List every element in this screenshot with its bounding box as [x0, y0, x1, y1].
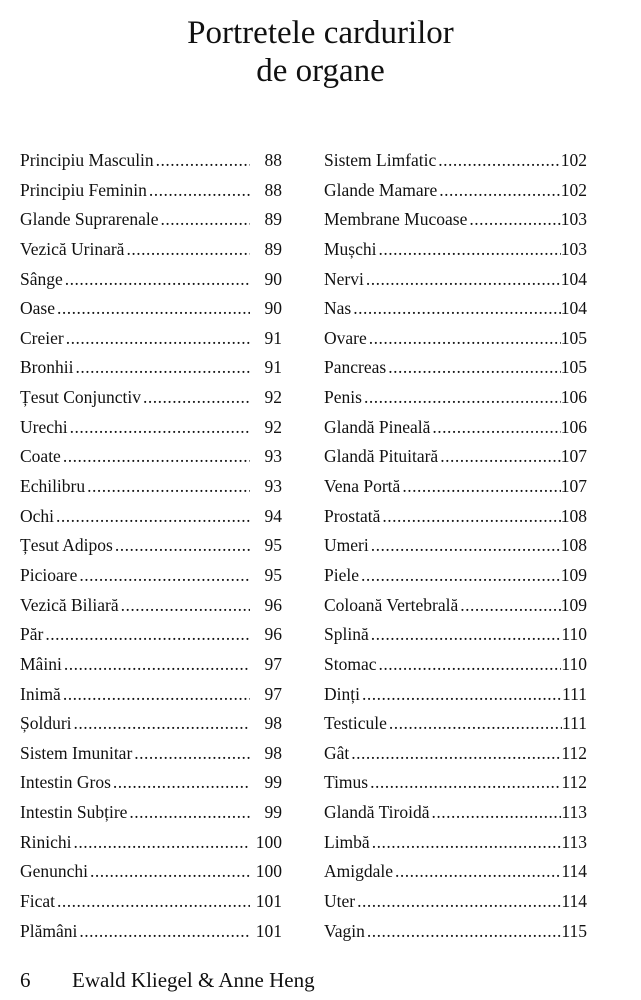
- toc-entry[interactable]: [20, 561, 282, 591]
- toc-entry-page-number: 89: [264, 209, 282, 230]
- dot-leader: [70, 413, 250, 443]
- toc-entry-page-number: 91: [264, 327, 282, 348]
- toc-entry[interactable]: [324, 561, 587, 591]
- toc-entry-label: Țesut Conjunctiv: [20, 387, 142, 408]
- toc-entry[interactable]: [20, 857, 282, 887]
- toc-entry[interactable]: [20, 887, 282, 917]
- toc-entry-label: Glandă Tiroidă: [324, 802, 430, 823]
- toc-entry-label: Ficat: [20, 891, 55, 912]
- toc-entry[interactable]: [324, 235, 587, 265]
- toc-entry-label: Intestin Gros: [20, 772, 111, 793]
- dot-leader: [79, 917, 250, 947]
- dot-leader: [439, 176, 561, 206]
- toc-entry-label: Vezică Biliară: [20, 594, 119, 615]
- toc-entry-label: Păr: [20, 624, 44, 645]
- toc-entry-page-number: 108: [560, 505, 587, 526]
- toc-entry-page-number: 93: [264, 446, 282, 467]
- toc-entry[interactable]: [324, 768, 587, 798]
- dot-leader: [364, 383, 561, 413]
- toc-entry-label: Splină: [324, 624, 369, 645]
- toc-entry[interactable]: [324, 591, 587, 621]
- dot-leader: [129, 798, 250, 828]
- toc-entry-label: Limbă: [324, 831, 370, 852]
- toc-entry-label: Urechi: [20, 416, 68, 437]
- toc-entry-label: Glandă Pituitară: [324, 446, 439, 467]
- toc-entry-page-number: 101: [255, 920, 282, 941]
- toc-entry-label: Picioare: [20, 564, 78, 585]
- toc-entry-page-number: 114: [561, 861, 587, 882]
- dot-leader: [382, 502, 560, 532]
- toc-entry[interactable]: [20, 176, 282, 206]
- toc-entry[interactable]: [20, 146, 282, 176]
- dot-leader: [353, 294, 561, 324]
- toc-entry[interactable]: [324, 917, 587, 947]
- page-title-line-2: de organe: [256, 53, 385, 89]
- toc-entry-page-number: 96: [264, 594, 282, 615]
- toc-entry-label: Timus: [324, 772, 369, 793]
- toc-entry-label: Gât: [324, 742, 350, 763]
- toc-entry-page-number: 109: [560, 564, 587, 585]
- toc-entry-label: Plămâni: [20, 920, 78, 941]
- toc-entry[interactable]: [324, 531, 587, 561]
- dot-leader: [370, 768, 561, 798]
- toc-entry[interactable]: [20, 650, 282, 680]
- toc-entry[interactable]: [20, 353, 282, 383]
- toc-entry-label: Glande Suprarenale: [20, 209, 159, 230]
- dot-leader: [74, 828, 250, 858]
- toc-entry[interactable]: [324, 413, 587, 443]
- dot-leader: [63, 442, 250, 472]
- dot-leader: [432, 798, 562, 828]
- toc-entry-label: Membrane Mucoase: [324, 209, 468, 230]
- toc-entry-label: Dinți: [324, 683, 360, 704]
- toc-entry[interactable]: [20, 680, 282, 710]
- toc-entry-page-number: 98: [264, 713, 282, 734]
- toc-entry-page-number: 105: [560, 357, 587, 378]
- dot-leader: [64, 650, 250, 680]
- toc-entry[interactable]: [20, 442, 282, 472]
- toc-entry-page-number: 113: [561, 802, 587, 823]
- toc-entry-page-number: 114: [561, 891, 587, 912]
- toc-entry-label: Ovare: [324, 327, 367, 348]
- toc-entry-page-number: 91: [264, 357, 282, 378]
- dot-leader: [351, 739, 561, 769]
- toc-entry-page-number: 105: [560, 327, 587, 348]
- toc-entry-page-number: 99: [264, 772, 282, 793]
- dot-leader: [361, 561, 561, 591]
- dot-leader: [75, 353, 250, 383]
- toc-entry-page-number: 99: [264, 802, 282, 823]
- dot-leader: [74, 709, 250, 739]
- dot-leader: [402, 472, 560, 502]
- toc-entry[interactable]: [20, 413, 282, 443]
- toc-entry-label: Sânge: [20, 268, 63, 289]
- toc-entry[interactable]: [324, 205, 587, 235]
- toc-entry[interactable]: [324, 353, 587, 383]
- dot-leader: [134, 739, 250, 769]
- toc-entry-page-number: 93: [264, 476, 282, 497]
- toc-entry-label: Amigdale: [324, 861, 394, 882]
- toc-entry-label: Șolduri: [20, 713, 72, 734]
- dot-leader: [357, 887, 561, 917]
- toc-entry-page-number: 88: [264, 179, 282, 200]
- toc-entry[interactable]: [20, 205, 282, 235]
- toc-entry-page-number: 96: [264, 624, 282, 645]
- toc-entry-label: Intestin Subțire: [20, 802, 128, 823]
- toc-entry[interactable]: [324, 294, 587, 324]
- toc-entry[interactable]: [324, 887, 587, 917]
- toc-left-column: [20, 146, 282, 946]
- dot-leader: [87, 472, 250, 502]
- toc-entry-label: Sistem Limfatic: [324, 150, 437, 170]
- toc-entry[interactable]: [20, 620, 282, 650]
- toc-entry[interactable]: [324, 620, 587, 650]
- toc-entry-page-number: 103: [560, 238, 587, 259]
- toc-entry[interactable]: [324, 146, 587, 176]
- toc-entry-label: Echilibru: [20, 476, 86, 497]
- dot-leader: [379, 650, 562, 680]
- toc-entry-label: Penis: [324, 387, 362, 408]
- toc-right-column: [324, 146, 587, 946]
- toc-entry-page-number: 89: [264, 238, 282, 259]
- dot-leader: [432, 413, 560, 443]
- dot-leader: [57, 887, 250, 917]
- toc-entry-page-number: 101: [255, 891, 282, 912]
- footer-authors: Ewald Kliegel & Anne Heng: [72, 968, 315, 992]
- toc-entry-page-number: 108: [560, 535, 587, 556]
- dot-leader: [45, 620, 250, 650]
- toc-entry-label: Prostată: [324, 505, 381, 526]
- dot-leader: [366, 265, 561, 295]
- toc-entry-label: Nas: [324, 298, 352, 319]
- toc-entry[interactable]: [20, 235, 282, 265]
- toc-entry-label: Rinichi: [20, 831, 72, 852]
- toc-entry[interactable]: [324, 324, 587, 354]
- toc-entry-page-number: 104: [560, 298, 587, 319]
- dot-leader: [389, 709, 562, 739]
- toc-entry-label: Creier: [20, 327, 64, 348]
- toc-entry-label: Genunchi: [20, 861, 89, 882]
- dot-leader: [113, 768, 250, 798]
- toc-entry[interactable]: [324, 739, 587, 769]
- toc-entry-label: Testicule: [324, 713, 387, 734]
- dot-leader: [63, 680, 250, 710]
- toc-entry-page-number: 111: [562, 713, 587, 734]
- dot-leader: [66, 324, 250, 354]
- dot-leader: [56, 502, 250, 532]
- dot-leader: [369, 324, 561, 354]
- dot-leader: [469, 205, 560, 235]
- toc-entry-page-number: 90: [264, 268, 282, 289]
- dot-leader: [362, 680, 562, 710]
- toc-entry-page-number: 95: [264, 535, 282, 556]
- toc-entry-page-number: 94: [264, 505, 282, 526]
- toc-entry[interactable]: [324, 442, 587, 472]
- toc-entry-label: Oase: [20, 298, 55, 319]
- toc-entry-page-number: 112: [561, 772, 587, 793]
- dot-leader: [367, 917, 562, 947]
- toc-entry-page-number: 109: [560, 594, 587, 615]
- dot-leader: [79, 561, 250, 591]
- toc-entry-page-number: 97: [264, 683, 282, 704]
- dot-leader: [371, 531, 561, 561]
- dot-leader: [65, 265, 250, 295]
- dot-leader: [90, 857, 250, 887]
- dot-leader: [126, 235, 250, 265]
- toc-entry-label: Coate: [20, 446, 61, 467]
- toc-entry[interactable]: [20, 739, 282, 769]
- toc-entry-label: Nervi: [324, 268, 364, 289]
- toc-entry[interactable]: [324, 176, 587, 206]
- toc-entry-page-number: 98: [264, 742, 282, 763]
- toc-entry-label: Mâini: [20, 653, 62, 674]
- dot-leader: [395, 857, 561, 887]
- dot-leader: [156, 146, 250, 176]
- dot-leader: [160, 205, 250, 235]
- toc-entry-page-number: 112: [561, 742, 587, 763]
- toc-entry[interactable]: [20, 502, 282, 532]
- toc-entry[interactable]: [20, 294, 282, 324]
- dot-leader: [57, 294, 250, 324]
- dot-leader: [388, 353, 561, 383]
- toc-entry[interactable]: [20, 531, 282, 561]
- toc-entry-page-number: 115: [561, 920, 587, 941]
- toc-entry-label: Coloană Vertebrală: [324, 594, 459, 615]
- toc-entry[interactable]: [324, 265, 587, 295]
- page-footer: [20, 966, 315, 994]
- toc-entry[interactable]: [324, 383, 587, 413]
- toc-entry[interactable]: [20, 709, 282, 739]
- toc-entry-label: Glandă Pineală: [324, 416, 431, 437]
- toc-entry-label: Principiu Masculin: [20, 150, 154, 170]
- toc-entry-label: Glande Mamare: [324, 179, 438, 200]
- toc-entry-page-number: 100: [255, 831, 282, 852]
- toc-entry-page-number: 106: [560, 387, 587, 408]
- dot-leader: [143, 383, 250, 413]
- toc-entry-page-number: 107: [560, 476, 587, 497]
- toc-entry-label: Țesut Adipos: [20, 535, 113, 556]
- toc-entry[interactable]: [324, 857, 587, 887]
- dot-leader: [460, 591, 560, 621]
- toc-entry-page-number: 90: [264, 298, 282, 319]
- toc-entry-label: Pancreas: [324, 357, 387, 378]
- toc-entry-label: Vezică Urinară: [20, 238, 125, 259]
- toc-entry-page-number: 113: [561, 831, 587, 852]
- toc-entry-page-number: 111: [562, 683, 587, 704]
- toc-entry-page-number: 97: [264, 653, 282, 674]
- toc-entry-page-number: 88: [264, 150, 282, 170]
- toc-entry-page-number: 107: [560, 446, 587, 467]
- toc-entry[interactable]: [20, 917, 282, 947]
- toc-entry-label: Stomac: [324, 653, 377, 674]
- toc-entry-page-number: 110: [561, 653, 587, 674]
- page-title: [0, 14, 641, 90]
- toc-entry-label: Uter: [324, 891, 356, 912]
- toc-entry-label: Ochi: [20, 505, 55, 526]
- toc-entry[interactable]: [20, 828, 282, 858]
- dot-leader: [438, 146, 560, 176]
- toc-entry[interactable]: [324, 709, 587, 739]
- toc-entry[interactable]: [20, 324, 282, 354]
- toc-entry[interactable]: [20, 768, 282, 798]
- toc-entry[interactable]: [324, 472, 587, 502]
- dot-leader: [371, 620, 562, 650]
- toc-entry-label: Vagin: [324, 920, 365, 941]
- toc-entry[interactable]: [324, 798, 587, 828]
- toc-entry-label: Piele: [324, 564, 359, 585]
- toc-entry-page-number: 103: [560, 209, 587, 230]
- toc-entry-label: Principiu Feminin: [20, 179, 147, 200]
- toc-entry[interactable]: [324, 650, 587, 680]
- page-title-line-1: Portretele cardurilor: [187, 15, 454, 51]
- toc-entry[interactable]: [20, 591, 282, 621]
- toc-entry[interactable]: [20, 265, 282, 295]
- toc-entry[interactable]: [20, 472, 282, 502]
- toc-entry-page-number: 92: [264, 416, 282, 437]
- toc-entry-page-number: 100: [255, 861, 282, 882]
- toc-entry-label: Sistem Imunitar: [20, 742, 133, 763]
- toc-entry-page-number: 102: [560, 150, 587, 170]
- toc-entry[interactable]: [20, 798, 282, 828]
- toc-entry[interactable]: [20, 383, 282, 413]
- dot-leader: [372, 828, 562, 858]
- toc-entry-page-number: 110: [561, 624, 587, 645]
- dot-leader: [115, 531, 250, 561]
- toc-entry-page-number: 95: [264, 564, 282, 585]
- toc-entry-label: Bronhii: [20, 357, 74, 378]
- dot-leader: [149, 176, 250, 206]
- dot-leader: [440, 442, 561, 472]
- toc-entry-label: Mușchi: [324, 238, 377, 259]
- toc-entry-label: Inimă: [20, 683, 61, 704]
- toc-entry-label: Vena Portă: [324, 476, 401, 497]
- dot-leader: [379, 235, 561, 265]
- toc-entry-page-number: 104: [560, 268, 587, 289]
- footer-page-number: 6: [20, 968, 31, 992]
- toc-entry[interactable]: [324, 680, 587, 710]
- toc-entry[interactable]: [324, 502, 587, 532]
- toc-entry-label: Umeri: [324, 535, 369, 556]
- toc-entry-page-number: 92: [264, 387, 282, 408]
- toc-entry[interactable]: [324, 828, 587, 858]
- toc-entry-page-number: 106: [560, 416, 587, 437]
- dot-leader: [121, 591, 250, 621]
- toc-entry-page-number: 102: [560, 179, 587, 200]
